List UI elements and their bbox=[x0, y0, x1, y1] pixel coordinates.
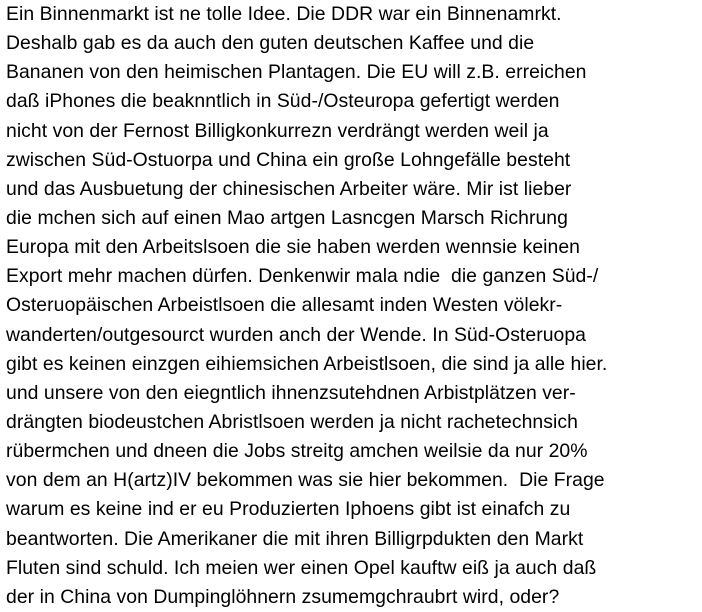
text-line: Osteruopäischen Arbeistlsoen die allesamt inden Westen völekr- bbox=[6, 294, 563, 317]
text-line: wanderten/outgesourct wurden anch der Wende. In Süd-Osteruopa bbox=[6, 323, 586, 346]
text-line: gibt es keinen einzgen eihiemsichen Arbeistlsoen, die sind ja alle hier. bbox=[6, 352, 608, 375]
text-line: nicht von der Fernost Billigkonkurrezn verdrängt werden weil ja bbox=[6, 119, 549, 142]
text-line: zwischen Süd-Ostuorpa und China ein große Lohngefälle besteht bbox=[6, 148, 571, 171]
text-line: daß iPhones die beaknntlich in Süd-/Osteuropa gefertigt werden bbox=[6, 90, 560, 113]
text-line: warum es keine ind er eu Produzierten Iphoens gibt ist einafch zu bbox=[6, 498, 571, 521]
text-line: Bananen von den heimischen Plantagen. Die EU will z.B. erreichen bbox=[6, 61, 587, 84]
text-line: rübermchen und dneen die Jobs streitg amchen weilsie da nur 20% bbox=[6, 440, 588, 463]
text-line: die mchen sich auf einen Mao artgen Lasncgen Marsch Richrung bbox=[6, 206, 568, 229]
text-line: der in China von Dumpinglöhnern zsumemgchraubrt wird, oder? bbox=[6, 585, 560, 608]
text-line: und unsere von den eiegntlich ihnenzsutehdnen Arbistplätzen ver- bbox=[6, 381, 576, 404]
document-text-block bbox=[6, 0, 700, 612]
text-line: drängten biodeustchen Abristlsoen werden ja nicht rachetechnsich bbox=[6, 410, 578, 433]
text-line: und das Ausbuetung der chinesischen Arbeiter wäre. Mir ist lieber bbox=[6, 177, 572, 200]
text-line: Export mehr machen dürfen. Denkenwir mala ndie die ganzen Süd-/ bbox=[6, 265, 599, 288]
text-line: beantworten. Die Amerikaner die mit ihren Billigrpdukten den Markt bbox=[6, 527, 584, 550]
text-line: Ein Binnenmarkt ist ne tolle Idee. Die DDR war ein Binnenamrkt. bbox=[6, 3, 562, 25]
text-line: Deshalb gab es da auch den guten deutschen Kaffee und die bbox=[6, 32, 535, 55]
text-line: Fluten sind schuld. Ich meien wer einen Opel kauftw eiß ja auch daß bbox=[6, 556, 597, 579]
text-line: Europa mit den Arbeitslsoen die sie haben werden wennsie keinen bbox=[6, 236, 581, 259]
text-line: von dem an H(artz)IV bekommen was sie hier bekommen. Die Frage bbox=[6, 469, 605, 492]
